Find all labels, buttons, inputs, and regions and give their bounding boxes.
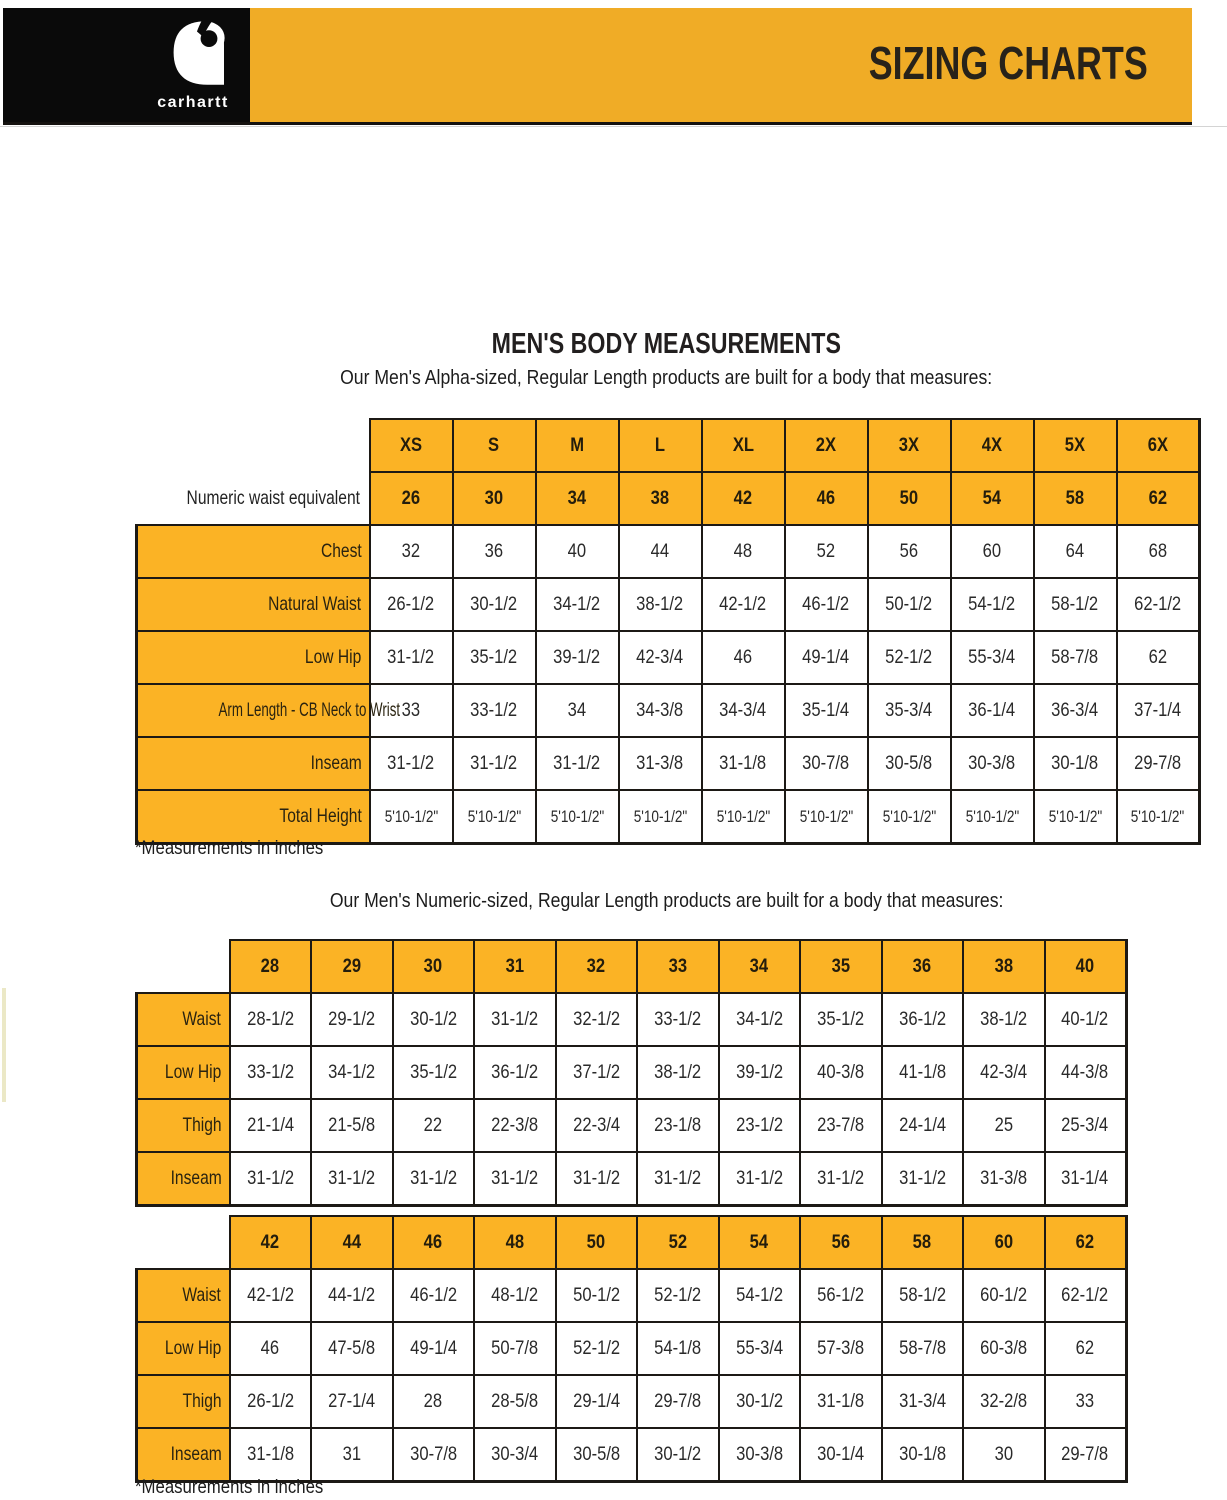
cell-value: 30-1/2 bbox=[453, 578, 536, 631]
cell-value: 31 bbox=[311, 1428, 393, 1482]
cell-value: 62-1/2 bbox=[1117, 578, 1200, 631]
cell-value: 31-3/8 bbox=[619, 737, 702, 790]
cell-value: 34-1/2 bbox=[719, 993, 801, 1046]
cell-value: 31-1/8 bbox=[800, 1375, 882, 1428]
cell-value: 5'10-1/2" bbox=[619, 790, 702, 844]
numeric-size-table-42-62 bbox=[135, 1215, 1128, 1483]
cell-value: 5'10-1/2" bbox=[536, 790, 619, 844]
cell-value: 46-1/2 bbox=[393, 1269, 475, 1322]
alpha-size-table bbox=[135, 418, 1201, 845]
cell-value: 27-1/4 bbox=[311, 1375, 393, 1428]
cell-value: 35-3/4 bbox=[868, 684, 951, 737]
cell-value: 31-1/2 bbox=[536, 737, 619, 790]
corner-spacer bbox=[137, 419, 370, 472]
header-divider bbox=[0, 126, 1227, 127]
cell-value: 50-1/2 bbox=[868, 578, 951, 631]
cell-value: 47-5/8 bbox=[311, 1322, 393, 1375]
cell-value: 36-1/2 bbox=[474, 1046, 556, 1099]
cell-value: 22-3/4 bbox=[556, 1099, 638, 1152]
cell-value: 25-3/4 bbox=[1045, 1099, 1127, 1152]
cell-value: 41-1/8 bbox=[882, 1046, 964, 1099]
cell-value: 38-1/2 bbox=[619, 578, 702, 631]
table-row bbox=[137, 472, 1200, 525]
cell-value: 62 bbox=[1045, 1322, 1127, 1375]
table-row bbox=[137, 993, 1127, 1046]
cell-value: 28-1/2 bbox=[230, 993, 312, 1046]
column-header: 28 bbox=[230, 940, 312, 993]
cell-value: 40-1/2 bbox=[1045, 993, 1127, 1046]
cell-value: 39-1/2 bbox=[719, 1046, 801, 1099]
table-row bbox=[137, 1099, 1127, 1152]
cell-value: 30-3/8 bbox=[951, 737, 1034, 790]
column-header: 44 bbox=[311, 1216, 393, 1269]
table-row bbox=[137, 1152, 1127, 1206]
row-label: Inseam bbox=[137, 1428, 230, 1482]
cell-value: 56 bbox=[868, 525, 951, 578]
cell-value: 62 bbox=[1117, 631, 1200, 684]
corner-spacer bbox=[137, 940, 230, 993]
cell-value: 26-1/2 bbox=[230, 1375, 312, 1428]
cell-value: 31-1/4 bbox=[1045, 1152, 1127, 1206]
cell-value: 28-5/8 bbox=[474, 1375, 556, 1428]
cell-value: 38-1/2 bbox=[637, 1046, 719, 1099]
cell-value: 35-1/2 bbox=[800, 993, 882, 1046]
table-row bbox=[137, 1428, 1127, 1482]
cell-value: 52-1/2 bbox=[637, 1269, 719, 1322]
table-row bbox=[137, 737, 1200, 790]
row-label: Arm Length - CB Neck to Wrist bbox=[137, 684, 370, 737]
cell-value: 42-1/2 bbox=[702, 578, 785, 631]
size-table bbox=[135, 418, 1201, 845]
column-header: 30 bbox=[393, 940, 475, 993]
cell-value: 32-1/2 bbox=[556, 993, 638, 1046]
cell-value: 30-3/4 bbox=[474, 1428, 556, 1482]
row-label: Numeric waist equivalent bbox=[186, 486, 360, 509]
column-header: 40 bbox=[1045, 940, 1127, 993]
cell-value: 30-1/2 bbox=[719, 1375, 801, 1428]
cell-value: 35-1/2 bbox=[453, 631, 536, 684]
cell-value: 30-5/8 bbox=[556, 1428, 638, 1482]
column-header: XS bbox=[370, 419, 453, 472]
cell-value: 31-1/2 bbox=[230, 1152, 312, 1206]
left-edge-artifact-line bbox=[2, 988, 6, 1102]
row-label: Thigh bbox=[137, 1375, 230, 1428]
column-header: 34 bbox=[719, 940, 801, 993]
cell-value: 24-1/4 bbox=[882, 1099, 964, 1152]
cell-value: 32-2/8 bbox=[963, 1375, 1045, 1428]
cell-value: 30-7/8 bbox=[393, 1428, 475, 1482]
cell-value: 33-1/2 bbox=[637, 993, 719, 1046]
cell-value: 36-1/4 bbox=[951, 684, 1034, 737]
column-header: 2X bbox=[785, 419, 868, 472]
cell-value: 68 bbox=[1117, 525, 1200, 578]
cell-value: 36-1/2 bbox=[882, 993, 964, 1046]
cell-value: 32 bbox=[370, 525, 453, 578]
cell-value: 38-1/2 bbox=[963, 993, 1045, 1046]
cell-value: 42 bbox=[702, 472, 785, 525]
cell-value: 30-7/8 bbox=[785, 737, 868, 790]
cell-value: 30-5/8 bbox=[868, 737, 951, 790]
cell-value: 34-3/4 bbox=[702, 684, 785, 737]
cell-value: 31-1/2 bbox=[474, 993, 556, 1046]
section-title: MEN'S BODY MEASUREMENTS bbox=[491, 328, 842, 360]
cell-value: 60-3/8 bbox=[963, 1322, 1045, 1375]
cell-value: 60-1/2 bbox=[963, 1269, 1045, 1322]
cell-value: 54-1/2 bbox=[719, 1269, 801, 1322]
cell-value: 35-1/2 bbox=[393, 1046, 475, 1099]
corner-spacer bbox=[137, 1216, 230, 1269]
cell-value: 31-1/2 bbox=[474, 1152, 556, 1206]
cell-value: 37-1/4 bbox=[1117, 684, 1200, 737]
cell-value: 31-1/2 bbox=[393, 1152, 475, 1206]
size-table bbox=[135, 939, 1128, 1207]
column-header: M bbox=[536, 419, 619, 472]
cell-value: 31-1/8 bbox=[702, 737, 785, 790]
cell-value: 5'10-1/2" bbox=[702, 790, 785, 844]
cell-value: 58-1/2 bbox=[882, 1269, 964, 1322]
cell-value: 40-3/8 bbox=[800, 1046, 882, 1099]
cell-value: 30-1/2 bbox=[393, 993, 475, 1046]
cell-value: 30-1/2 bbox=[637, 1428, 719, 1482]
row-label: Chest bbox=[137, 525, 370, 578]
cell-value: 44-1/2 bbox=[311, 1269, 393, 1322]
cell-value: 26-1/2 bbox=[370, 578, 453, 631]
cell-value: 54-1/8 bbox=[637, 1322, 719, 1375]
page-title: SIZING CHARTS bbox=[868, 36, 1148, 89]
cell-value: 58-7/8 bbox=[882, 1322, 964, 1375]
cell-value: 29-1/2 bbox=[311, 993, 393, 1046]
cell-value: 58 bbox=[1034, 472, 1117, 525]
cell-value: 50-1/2 bbox=[556, 1269, 638, 1322]
cell-value: 23-7/8 bbox=[800, 1099, 882, 1152]
cell-value: 40 bbox=[536, 525, 619, 578]
numeric-intro-text: Our Men's Numeric-sized, Regular Length products are built for a body that measures: bbox=[329, 889, 1004, 912]
cell-value: 5'10-1/2" bbox=[1034, 790, 1117, 844]
cell-value: 5'10-1/2" bbox=[370, 790, 453, 844]
cell-value: 31-1/2 bbox=[800, 1152, 882, 1206]
cell-value: 25 bbox=[963, 1099, 1045, 1152]
table-row bbox=[137, 1322, 1127, 1375]
cell-value: 31-1/2 bbox=[370, 631, 453, 684]
cell-value: 42-3/4 bbox=[963, 1046, 1045, 1099]
cell-value: 33-1/2 bbox=[230, 1046, 312, 1099]
table-row bbox=[137, 684, 1200, 737]
header-bar bbox=[3, 8, 1192, 125]
carhartt-logo-box bbox=[3, 8, 250, 122]
cell-value: 46 bbox=[702, 631, 785, 684]
cell-value: 36-3/4 bbox=[1034, 684, 1117, 737]
cell-value: 31-1/2 bbox=[311, 1152, 393, 1206]
cell-value: 58-1/2 bbox=[1034, 578, 1117, 631]
row-label: Low Hip bbox=[137, 1322, 230, 1375]
numeric-size-table-28-40 bbox=[135, 939, 1128, 1207]
cell-value: 30 bbox=[963, 1428, 1045, 1482]
cell-value: 30-1/4 bbox=[800, 1428, 882, 1482]
cell-value: 49-1/4 bbox=[785, 631, 868, 684]
cell-value: 42-1/2 bbox=[230, 1269, 312, 1322]
cell-value: 26 bbox=[370, 472, 453, 525]
cell-value: 31-1/2 bbox=[882, 1152, 964, 1206]
cell-value: 34-1/2 bbox=[536, 578, 619, 631]
cell-value: 31-1/2 bbox=[453, 737, 536, 790]
column-header: 4X bbox=[951, 419, 1034, 472]
cell-value: 21-1/4 bbox=[230, 1099, 312, 1152]
column-header: 31 bbox=[474, 940, 556, 993]
column-header: 50 bbox=[556, 1216, 638, 1269]
cell-value: 54-1/2 bbox=[951, 578, 1034, 631]
column-header: 56 bbox=[800, 1216, 882, 1269]
column-header: 29 bbox=[311, 940, 393, 993]
table-row bbox=[137, 1269, 1127, 1322]
cell-value: 55-3/4 bbox=[951, 631, 1034, 684]
table-row bbox=[137, 525, 1200, 578]
cell-value: 29-7/8 bbox=[1045, 1428, 1127, 1482]
row-label: Natural Waist bbox=[137, 578, 370, 631]
cell-value: 33 bbox=[1045, 1375, 1127, 1428]
cell-value: 52-1/2 bbox=[556, 1322, 638, 1375]
cell-value: 35-1/4 bbox=[785, 684, 868, 737]
cell-value: 30-3/8 bbox=[719, 1428, 801, 1482]
cell-value: 44-3/8 bbox=[1045, 1046, 1127, 1099]
table-row bbox=[137, 1375, 1127, 1428]
row-label: Low Hip bbox=[137, 1046, 230, 1099]
cell-value: 46 bbox=[230, 1322, 312, 1375]
column-header: 32 bbox=[556, 940, 638, 993]
cell-value: 29-7/8 bbox=[637, 1375, 719, 1428]
cell-value: 5'10-1/2" bbox=[868, 790, 951, 844]
cell-value: 33-1/2 bbox=[453, 684, 536, 737]
cell-value: 21-5/8 bbox=[311, 1099, 393, 1152]
table-row bbox=[137, 1046, 1127, 1099]
cell-value: 23-1/2 bbox=[719, 1099, 801, 1152]
row-label: Inseam bbox=[137, 1152, 230, 1206]
cell-value: 36 bbox=[453, 525, 536, 578]
carhartt-wordmark: carhartt bbox=[157, 94, 229, 111]
row-label: Thigh bbox=[137, 1099, 230, 1152]
cell-value: 55-3/4 bbox=[719, 1322, 801, 1375]
row-label: Waist bbox=[137, 1269, 230, 1322]
column-header: 60 bbox=[963, 1216, 1045, 1269]
cell-value: 33 bbox=[370, 684, 453, 737]
row-label: Low Hip bbox=[137, 631, 370, 684]
column-header: XL bbox=[702, 419, 785, 472]
cell-value: 37-1/2 bbox=[556, 1046, 638, 1099]
cell-value: 58-7/8 bbox=[1034, 631, 1117, 684]
cell-value: 5'10-1/2" bbox=[785, 790, 868, 844]
cell-value: 5'10-1/2" bbox=[951, 790, 1034, 844]
cell-value: 31-3/8 bbox=[963, 1152, 1045, 1206]
cell-value: 30-1/8 bbox=[882, 1428, 964, 1482]
table-row bbox=[137, 631, 1200, 684]
cell-value: 52 bbox=[785, 525, 868, 578]
cell-value: 34-3/8 bbox=[619, 684, 702, 737]
row-label: Waist bbox=[137, 993, 230, 1046]
cell-value: 30 bbox=[453, 472, 536, 525]
column-header: 52 bbox=[637, 1216, 719, 1269]
cell-value: 31-1/8 bbox=[230, 1428, 312, 1482]
column-header: 33 bbox=[637, 940, 719, 993]
cell-value: 57-3/8 bbox=[800, 1322, 882, 1375]
cell-value: 56-1/2 bbox=[800, 1269, 882, 1322]
cell-value: 22 bbox=[393, 1099, 475, 1152]
cell-value: 50 bbox=[868, 472, 951, 525]
cell-value: 52-1/2 bbox=[868, 631, 951, 684]
cell-value: 46-1/2 bbox=[785, 578, 868, 631]
column-header: 6X bbox=[1117, 419, 1200, 472]
column-header: 58 bbox=[882, 1216, 964, 1269]
cell-value: 48-1/2 bbox=[474, 1269, 556, 1322]
cell-value: 23-1/8 bbox=[637, 1099, 719, 1152]
cell-value: 38 bbox=[619, 472, 702, 525]
cell-value: 64 bbox=[1034, 525, 1117, 578]
cell-value: 44 bbox=[619, 525, 702, 578]
cell-value: 31-1/2 bbox=[637, 1152, 719, 1206]
column-header: 5X bbox=[1034, 419, 1117, 472]
cell-value: 28 bbox=[393, 1375, 475, 1428]
column-header: 36 bbox=[882, 940, 964, 993]
cell-value: 22-3/8 bbox=[474, 1099, 556, 1152]
carhartt-c-icon bbox=[171, 20, 229, 86]
alpha-intro-text: Our Men's Alpha-sized, Regular Length products are built for a body that measures: bbox=[340, 366, 993, 389]
cell-value: 31-1/2 bbox=[370, 737, 453, 790]
cell-value: 34 bbox=[536, 684, 619, 737]
cell-value: 29-1/4 bbox=[556, 1375, 638, 1428]
column-header: 35 bbox=[800, 940, 882, 993]
row-label: Inseam bbox=[137, 737, 370, 790]
cell-value: 5'10-1/2" bbox=[1117, 790, 1200, 844]
header-gold-bar bbox=[250, 8, 1192, 122]
column-header: 3X bbox=[868, 419, 951, 472]
size-table bbox=[135, 1215, 1128, 1483]
cell-value: 30-1/8 bbox=[1034, 737, 1117, 790]
row-label: Total Height bbox=[137, 790, 370, 844]
cell-value: 60 bbox=[951, 525, 1034, 578]
cell-value: 34-1/2 bbox=[311, 1046, 393, 1099]
column-header: 46 bbox=[393, 1216, 475, 1269]
cell-value: 49-1/4 bbox=[393, 1322, 475, 1375]
cell-value: 42-3/4 bbox=[619, 631, 702, 684]
numeric-footnote: *Measurements in inches bbox=[135, 1476, 324, 1498]
column-header: 42 bbox=[230, 1216, 312, 1269]
cell-value: 29-7/8 bbox=[1117, 737, 1200, 790]
column-header: S bbox=[453, 419, 536, 472]
cell-value: 34 bbox=[536, 472, 619, 525]
cell-value: 48 bbox=[702, 525, 785, 578]
cell-value: 46 bbox=[785, 472, 868, 525]
cell-value: 62 bbox=[1117, 472, 1200, 525]
column-header: 54 bbox=[719, 1216, 801, 1269]
cell-value: 39-1/2 bbox=[536, 631, 619, 684]
column-header: 62 bbox=[1045, 1216, 1127, 1269]
cell-value: 31-3/4 bbox=[882, 1375, 964, 1428]
cell-value: 31-1/2 bbox=[719, 1152, 801, 1206]
cell-value: 31-1/2 bbox=[556, 1152, 638, 1206]
alpha-footnote: *Measurements in inches bbox=[135, 837, 324, 859]
cell-value: 50-7/8 bbox=[474, 1322, 556, 1375]
cell-value: 5'10-1/2" bbox=[453, 790, 536, 844]
column-header: 38 bbox=[963, 940, 1045, 993]
table-row bbox=[137, 790, 1200, 844]
column-header: L bbox=[619, 419, 702, 472]
cell-value: 54 bbox=[951, 472, 1034, 525]
column-header: 48 bbox=[474, 1216, 556, 1269]
table-row bbox=[137, 578, 1200, 631]
cell-value: 62-1/2 bbox=[1045, 1269, 1127, 1322]
